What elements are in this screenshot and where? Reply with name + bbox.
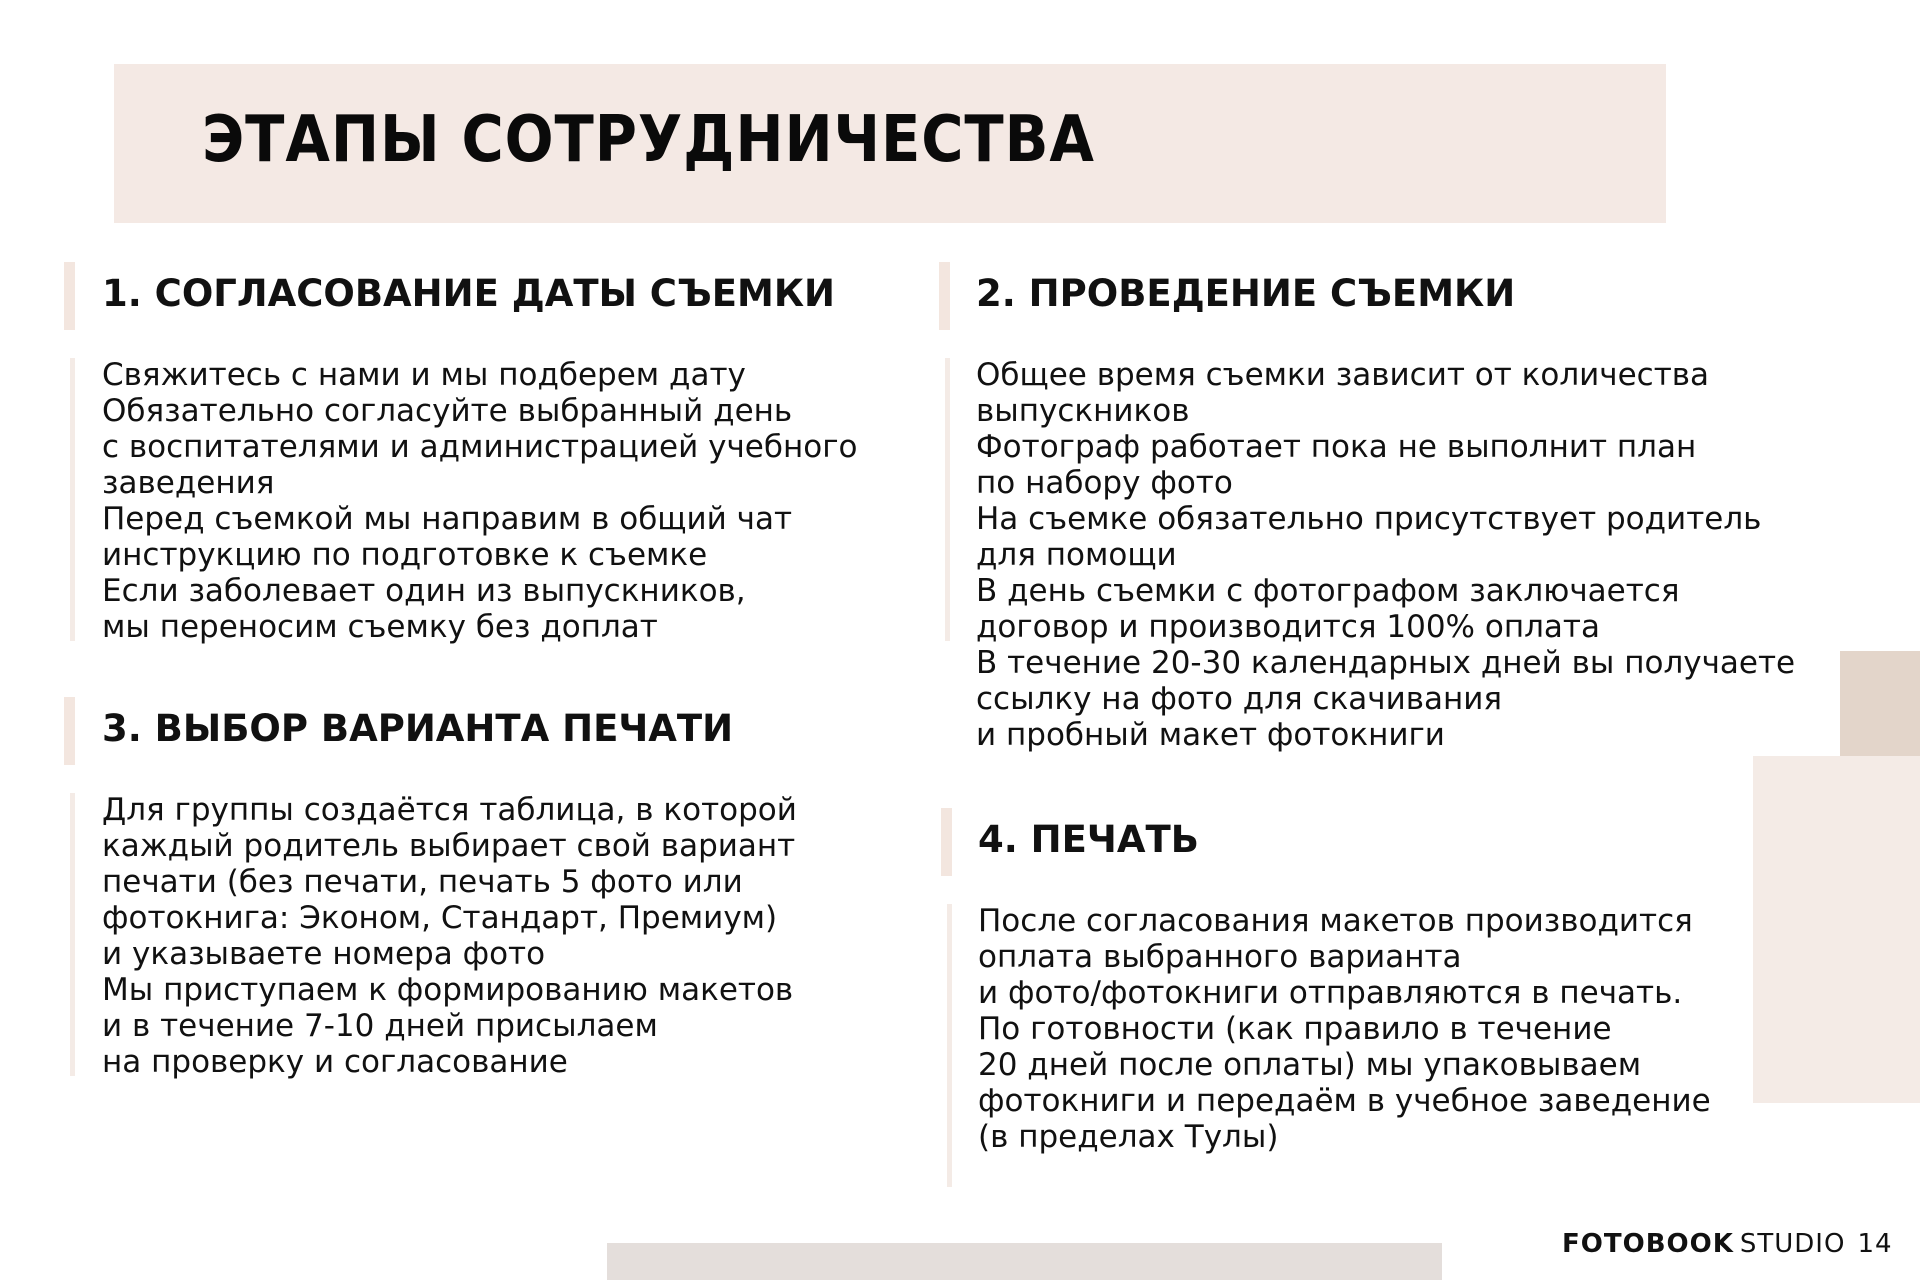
section-3-line: каждый родитель выбирает свой вариант xyxy=(102,828,796,864)
page-number: 14 xyxy=(1857,1229,1893,1259)
section-3-body xyxy=(102,792,797,1080)
section-3-line: печати (без печати, печать 5 фото или xyxy=(102,864,743,900)
section-2-line: Общее время съемки зависит от количества xyxy=(976,357,1710,393)
section-1-line: с воспитателями и администрацией учебного xyxy=(102,429,858,465)
section-2-text-bar xyxy=(945,358,950,641)
section-1-line: инструкцию по подготовке к съемке xyxy=(102,537,708,573)
section-4-line: После согласования макетов производится xyxy=(978,903,1693,939)
footer-brand: FOTOBOOK xyxy=(1562,1229,1734,1259)
section-3-line: фотокнига: Эконом, Стандарт, Премиум) xyxy=(102,900,778,936)
section-2-line: В течение 20-30 календарных дней вы получаете xyxy=(976,645,1796,681)
section-1-line: Перед съемкой мы направим в общий чат xyxy=(102,501,793,537)
section-2-line: договор и производится 100% оплата xyxy=(976,609,1600,645)
section-2-line: и пробный макет фотокниги xyxy=(976,717,1445,753)
section-4-line: По готовности (как правило в течение xyxy=(978,1011,1612,1047)
section-2-line: На съемке обязательно присутствует родитель xyxy=(976,501,1762,537)
section-1-line: Свяжитесь с нами и мы подберем дату xyxy=(102,357,746,393)
footer-studio: STUDIO xyxy=(1739,1229,1846,1259)
section-4-body xyxy=(978,903,1711,1155)
section-3-line: Для группы создаётся таблица, в которой xyxy=(102,792,797,828)
section-3-line: на проверку и согласование xyxy=(102,1044,568,1080)
section-4-accent-bar xyxy=(941,808,952,876)
section-1-line: Обязательно согласуйте выбранный день xyxy=(102,393,793,429)
section-4-line: 20 дней после оплаты) мы упаковываем xyxy=(978,1047,1642,1083)
section-2-title: 2. ПРОВЕДЕНИЕ СЪЕМКИ xyxy=(976,272,1516,315)
section-2-line: ссылку на фото для скачивания xyxy=(976,681,1503,717)
section-2-body xyxy=(976,357,1795,753)
section-2-accent-bar xyxy=(939,262,950,330)
decor-block-light xyxy=(1753,756,1920,1103)
section-2-line: Фотограф работает пока не выполнит план xyxy=(976,429,1697,465)
footer xyxy=(1562,1224,1893,1264)
section-2-line: выпускников xyxy=(976,393,1190,429)
section-3-line: Мы приступаем к формированию макетов xyxy=(102,972,794,1008)
section-2-line: для помощи xyxy=(976,537,1177,573)
section-4-line: оплата выбранного варианта xyxy=(978,939,1462,975)
section-4-text-bar xyxy=(947,904,952,1187)
decor-block-gray xyxy=(607,1243,1442,1280)
page-title: ЭТАПЫ СОТРУДНИЧЕСТВА xyxy=(202,103,1095,177)
section-3-accent-bar xyxy=(64,697,75,765)
section-1-line: мы переносим съемку без доплат xyxy=(102,609,658,645)
section-1-body xyxy=(102,357,857,645)
section-4-title: 4. ПЕЧАТЬ xyxy=(978,818,1199,861)
section-1-line: заведения xyxy=(102,465,275,501)
section-2-line: по набору фото xyxy=(976,465,1233,501)
section-3-text-bar xyxy=(70,793,75,1076)
section-4-line: и фото/фотокниги отправляются в печать. xyxy=(978,975,1683,1011)
section-1-text-bar xyxy=(70,358,75,641)
section-4-line: (в пределах Тулы) xyxy=(978,1119,1279,1155)
section-2-line: В день съемки с фотографом заключается xyxy=(976,573,1680,609)
section-1-title: 1. СОГЛАСОВАНИЕ ДАТЫ СЪЕМКИ xyxy=(102,272,836,315)
section-3-title: 3. ВЫБОР ВАРИАНТА ПЕЧАТИ xyxy=(102,707,734,750)
section-3-line: и указываете номера фото xyxy=(102,936,546,972)
section-1-accent-bar xyxy=(64,262,75,330)
section-4-line: фотокниги и передаём в учебное заведение xyxy=(978,1083,1711,1119)
section-1-line: Если заболевает один из выпускников, xyxy=(102,573,746,609)
section-3-line: и в течение 7-10 дней присылаем xyxy=(102,1008,658,1044)
